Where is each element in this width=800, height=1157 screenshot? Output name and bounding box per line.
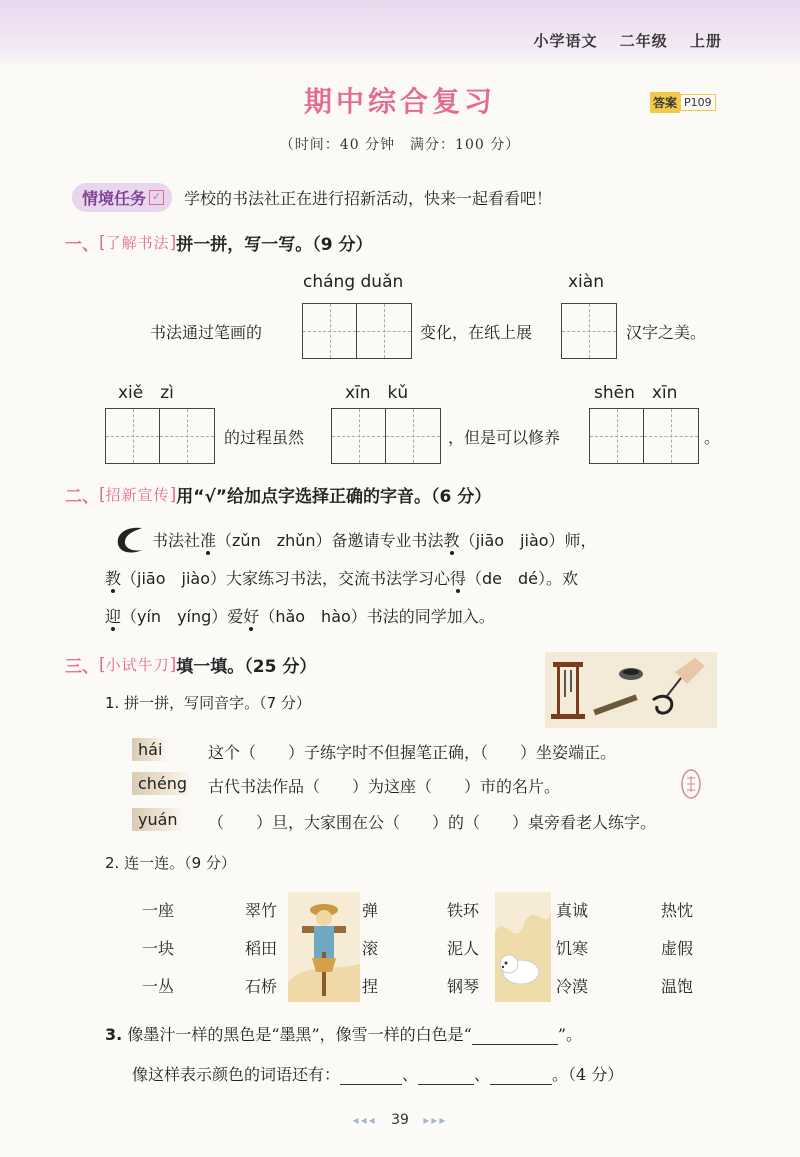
section1-tag: 了解书法 xyxy=(105,234,170,252)
calligraphy-tools-illustration xyxy=(545,652,717,728)
q2-left-col1-item[interactable]: 一丛 xyxy=(142,977,175,996)
answer-grid-xinku[interactable] xyxy=(331,408,441,464)
q1-title: 1. 拼一拼，写同音字。（7 分） xyxy=(105,694,311,712)
section3-heading: 三、 [ 小试牛刀 ] 填一填。（25 分） xyxy=(65,652,316,677)
pinyin-xian: xiàn xyxy=(568,272,604,292)
s1-line1-text-a: 书法通过笔画的 xyxy=(150,323,263,342)
q2-left-col1-item[interactable]: 一块 xyxy=(142,939,175,958)
q2-right-col1-item[interactable]: 冷漠 xyxy=(556,977,589,996)
s1-line2-text-c: 。 xyxy=(704,428,721,447)
q2-left-col2-item[interactable]: 石桥 xyxy=(245,977,278,996)
q2-right-col1-item[interactable]: 饥寒 xyxy=(556,939,589,958)
pinyin-tag-cheng: chéng xyxy=(132,772,193,795)
s2-paragraph-line2 xyxy=(105,566,578,589)
page-number: 39 xyxy=(391,1112,409,1128)
dotted-char: 迎 xyxy=(105,607,122,626)
s2-paragraph-line3 xyxy=(105,604,495,627)
q2-right-col2-item[interactable]: 虚假 xyxy=(661,939,694,958)
section2-title: 用“√”给加点字选择正确的字音。（6 分） xyxy=(176,487,492,507)
pinyin-tag-hai: hái xyxy=(132,738,168,761)
pinyin-choice[interactable]: （yín yíng）爱 xyxy=(121,607,244,626)
q2-mid-col2-item[interactable]: 钢琴 xyxy=(447,977,480,996)
pinyin-choice[interactable]: （jiāo jiào）大家练习书法，交流书法学习心 xyxy=(121,569,450,588)
task-badge-label: 情境任务 xyxy=(82,189,147,208)
grid-cell[interactable] xyxy=(332,409,386,463)
dotted-char: 教 xyxy=(443,531,460,550)
pinyin-xiezi: xiě zì xyxy=(118,383,174,403)
answer-blank[interactable] xyxy=(340,1084,402,1085)
page-title: 期中综合复习 xyxy=(303,85,496,118)
s1-line2-text-b: ，但是可以修养 xyxy=(448,428,561,447)
section1-title: 拼一拼，写一写。（9 分） xyxy=(176,235,373,255)
puppy-illustration xyxy=(495,892,551,1002)
grid-cell[interactable] xyxy=(357,304,411,358)
dotted-char: 好 xyxy=(243,607,260,626)
exam-info: （时间：40 分钟 满分：100 分） xyxy=(279,137,521,153)
q3-number: 3. xyxy=(105,1025,123,1044)
q2-mid-col1-item[interactable]: 滚 xyxy=(362,939,379,958)
section3-number: 三、 xyxy=(65,657,99,677)
pinyin-shenxin: shēn xīn xyxy=(594,383,678,403)
answer-label: 答案 xyxy=(650,92,680,113)
grid-cell[interactable] xyxy=(590,409,644,463)
q2-right-col2-item[interactable]: 温饱 xyxy=(661,977,694,996)
q2-right-col1-item[interactable]: 真诚 xyxy=(556,901,589,920)
pinyin-changduan: cháng duǎn xyxy=(303,272,404,292)
q1-row3-text[interactable]: （ ）旦，大家围在公（ ）的（ ）桌旁看老人练字。 xyxy=(208,813,657,832)
answer-grid-changduan[interactable] xyxy=(302,303,412,359)
dotted-char: 准 xyxy=(200,531,217,550)
check-icon: ✓ xyxy=(149,190,164,205)
page-footer xyxy=(0,1112,800,1128)
answer-blank[interactable] xyxy=(490,1084,552,1085)
q2-left-col2-item[interactable]: 翠竹 xyxy=(245,901,278,920)
section1-heading: 一、 [ 了解书法 ] 拼一拼，写一写。（9 分） xyxy=(65,230,373,255)
q2-mid-col1-item[interactable]: 弹 xyxy=(362,901,379,920)
q2-left-col2-item[interactable]: 稻田 xyxy=(245,939,278,958)
dotted-char: 得 xyxy=(450,569,467,588)
grid-cell[interactable] xyxy=(303,304,357,358)
q2-mid-col2-item[interactable]: 铁环 xyxy=(447,901,480,920)
answer-blank[interactable] xyxy=(418,1084,474,1085)
header-subject: 小学语文 xyxy=(533,32,598,50)
pinyin-xinku: xīn kǔ xyxy=(345,383,409,403)
pinyin-choice[interactable]: （de dé）。欢 xyxy=(466,569,579,588)
section3-title: 填一填。（25 分） xyxy=(176,657,317,677)
header-info xyxy=(533,30,722,51)
answer-page: P109 xyxy=(680,94,716,111)
section2-number: 二、 xyxy=(65,487,99,507)
grid-cell[interactable] xyxy=(386,409,440,463)
answer-grid-xian[interactable] xyxy=(561,303,617,359)
section2-heading: 二、 [ 招新宣传 ] 用“√”给加点字选择正确的字音。（6 分） xyxy=(65,482,491,507)
dotted-char: 教 xyxy=(105,569,122,588)
pinyin-choice[interactable]: （hǎo hào）书法的同学加入。 xyxy=(259,607,495,626)
header-volume: 上册 xyxy=(689,32,722,50)
q1-row2-text[interactable]: 古代书法作品（ ）为这座（ ）市的名片。 xyxy=(208,777,561,796)
section2-tag: 招新宣传 xyxy=(105,486,170,504)
brush-stroke-icon xyxy=(112,524,148,556)
scarecrow-illustration xyxy=(288,892,360,1002)
s1-line1-text-b: 变化，在纸上展 xyxy=(420,323,533,342)
s1-line1-text-c: 汉字之美。 xyxy=(626,323,707,342)
q1-row1-text[interactable]: 这个（ ）子练字时不但握笔正确，（ ）坐姿端正。 xyxy=(208,743,617,762)
grid-cell[interactable] xyxy=(160,409,214,463)
header-grade: 二年级 xyxy=(619,32,668,50)
q2-title: 2. 连一连。（9 分） xyxy=(105,854,236,872)
right-arrows-icon: ▸▸▸ xyxy=(423,1113,448,1127)
task-badge xyxy=(72,183,172,212)
q2-right-col2-item[interactable]: 热忱 xyxy=(661,901,694,920)
q2-mid-col1-item[interactable]: 捏 xyxy=(362,977,379,996)
q2-mid-col2-item[interactable]: 泥人 xyxy=(447,939,480,958)
q2-left-col1-item[interactable]: 一座 xyxy=(142,901,175,920)
s1-line2-text-a: 的过程虽然 xyxy=(224,428,305,447)
s2-paragraph-line1: 书法社准（zǔn zhǔn）备邀请专业书法教（jiāo jiào）师， xyxy=(152,531,597,550)
section1-number: 一、 xyxy=(65,235,99,255)
q3-line2: 像这样表示颜色的词语还有： 、 、 。（4 分） xyxy=(132,1065,624,1084)
scenario-task xyxy=(72,183,552,212)
q3-line1: 3. 像墨汁一样的黑色是“墨黑”，像雪一样的白色是“ ”。 xyxy=(105,1025,583,1044)
pinyin-tag-yuan: yuán xyxy=(132,808,184,831)
section3-tag: 小试牛刀 xyxy=(105,656,170,674)
grid-cell[interactable] xyxy=(106,409,160,463)
answer-grid-shenxin[interactable] xyxy=(589,408,699,464)
grid-cell[interactable] xyxy=(562,304,616,358)
pinyin-choice[interactable]: （jiāo jiào）师， xyxy=(459,531,597,550)
answer-badge[interactable] xyxy=(650,92,716,113)
answer-blank[interactable] xyxy=(472,1044,558,1045)
answer-grid-xiezi[interactable] xyxy=(105,408,215,464)
seal-stamp-icon xyxy=(680,768,702,800)
left-arrows-icon: ◂◂◂ xyxy=(352,1113,377,1127)
task-text: 学校的书法社正在进行招新活动，快来一起看看吧！ xyxy=(184,189,553,208)
pinyin-choice[interactable]: （zǔn zhǔn）备邀请专业书法 xyxy=(216,531,444,550)
grid-cell[interactable] xyxy=(644,409,698,463)
